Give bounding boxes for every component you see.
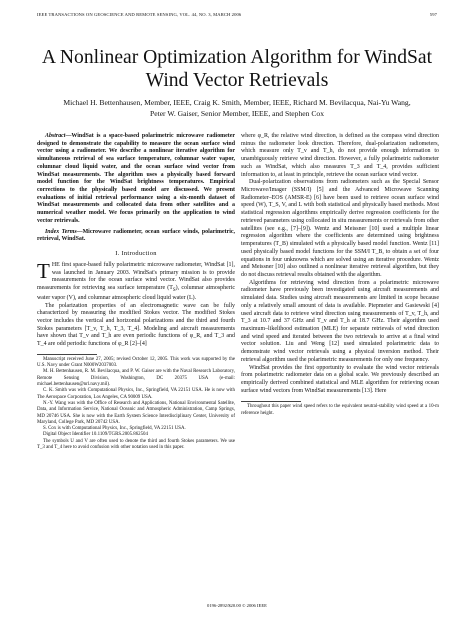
intro-paragraph-1: [37, 258, 235, 303]
authors-line-1: Michael H. Bettenhausen, Member, IEEE, Craig K. Smith, Member, IEEE, Richard M. Bevilacqua, Nai-Yu Wang,: [63, 98, 411, 107]
footnote-received: Manuscript received June 27, 2005; revised October 12, 2005. This work was supported by the U.S. Navy under Grant N000W2037003.: [37, 356, 235, 369]
running-header: [37, 12, 437, 17]
author-list: [30, 97, 444, 119]
left-column: [37, 133, 235, 451]
footnote-affiliation-2: C. K. Smith was with Computational Physics, Inc., Springfield, VA 22151 USA. He is now with The Aerospace Corporation, Los Angeles, CA 90009 USA.: [37, 388, 235, 400]
right-paragraph-4: WindSat provides the first opportunity to evaluate the wind vector retrievals from polarimetric radiometer data on a global scale. We previously described an empirically derived combined statistical and MLE algorithm for retrieving ocean surface wind vectors from WindSat measurements [13]. Here: [241, 364, 439, 394]
footnote-doi: Digital Object Identifier 10.1109/TGRS.2005.862504: [43, 432, 148, 438]
intro-paragraph-2: The polarization properties of an electromagnetic wave can be fully characterized by measuring the modified Stokes vector. The modified Stokes vector includes the vertical and horizontal polarizations and the third and fourth Stokes parameters [T_v, T_h, T_3, T_4]. Modeling and aircraft measurements have shown that T_v and T_h are even periodic functions of φ_R, and T_3 and T_4 are odd periodic functions of φ_R [2]–[4]: [37, 302, 235, 348]
abstract-text: —WindSat is a space-based polarimetric microwave radiometer designed to demonstrate the capability to measure the ocean surface wind vector using a radiometer. We describe a nonlinear iterative algorithm for simultaneous retrieval of sea surface temperature, columnar water vapor, columnar cloud liquid water, and the ocean surface wind vector from WindSat measurements. The algorithm uses a physically based forward model function for the WindSat brightness temperatures. Empirical corrections to the physically based model are discussed. We present evaluations of initial retrieval performance using a six-month dataset of WindSat measurements and collocated data from other satellites and a numerical weather model. We focus primarily on the application to wind vector retrievals.: [37, 133, 235, 224]
authors-line-2: Peter W. Gaiser, Senior Member, IEEE, and Stephen Cox: [149, 109, 324, 118]
right-column: [241, 133, 439, 417]
footnote-affiliation-3: N.-Y. Wang was with the Office of Research and Applications, National Environmental Satellite, Data, and Information Service, National Oceanic and Atmospheric Administration, Camp Springs, MD 20746 USA. She is now with the Earth System Science Interdisciplinary Center, University of Maryland, College Park, MD 20742 USA.: [37, 400, 235, 425]
footnote-rule: [37, 354, 97, 355]
abstract: [37, 133, 235, 226]
index-terms: [37, 229, 235, 244]
right-paragraph-1: where φ_R, the relative wind direction, is defined as the compass wind direction minus the radiometer look direction. Therefore, dual-polarization radiometers, which measure only T_v and T_h, do not provide enough information to unambiguously retrieve wind direction. However, a fully polarimetric radiometer such as WindSat, which also measures T_3 and T_4, provides sufficient information to, at least in principle, retrieve the ocean surface wind vector.: [241, 133, 439, 178]
paper-title: A Nonlinear Optimization Algorithm for WindSat Wind Vector Retrievals: [41, 47, 433, 91]
index-terms-lead: Index Terms: [45, 228, 77, 235]
drop-cap: T: [37, 258, 50, 283]
footnote-stokes-symbols: The symbols U and V are often used to denote the third and fourth Stokes parameters. We use T_3 and T_4 here to avoid confusion with other notation used in this paper.: [37, 438, 235, 451]
intro-p1-start: HE first space-based fully polarimetric microwave radiometer, WindSat [1], was launched in January 2003. WindSat's primary mission is to provide measurements for the ocean surface wind vector. WindSat also provides measurements for retrieving sea surface temperature (T: [37, 261, 235, 291]
right-paragraph-3: Algorithms for retrieving wind direction from a polarimetric microwave radiometer have previously been investigated using aircraft measurements and simulated data. Studies using aircraft measurements are limited in scope because only a relatively small amount of data is available. Piepmeier and Gasiewski [4] used aircraft data to retrieve wind direction using measurements of T_v, T_h, and T_3 at 10.7 and 37 GHz and T_v and T_h at 18.7 GHz. Their algorithm used maximum–likelihood estimation (MLE) for separate retrievals of wind direction and wind speed and iterated between the two retrievals to arrive at a final wind vector solution. Liu and Weng [12] used simulated polarimetric data to demonstrate wind vector retrievals using a physical inversion method. Their retrieval algorithm used the polarimetric measurements for only one frequency.: [241, 279, 439, 363]
intro-p1-subscript: S: [172, 288, 176, 294]
abstract-lead: Abstract: [45, 133, 66, 139]
index-terms-text: —Microwave radiometer, ocean surface winds, polarimetric, retrieval, WindSat.: [37, 228, 235, 243]
section-heading-introduction: I. Introduction: [115, 250, 157, 258]
footnote-rule: [241, 401, 301, 402]
intro-p1-rest: ), columnar atmospheric water vapor (V), and columnar atmospheric cloud liquid water (L).: [37, 284, 235, 301]
right-paragraph-2: Dual-polarization observations from radiometers such as the Special Sensor Microwave/Imager (SSM/I) [5] and the Advanced Microwave Scanning Radiometer–EOS (AMSR-E) [6] have been used to retrieve ocean surface wind speed (W), T_S, V, and L with both statistical and physically based methods. Most statistical regression algorithms empirically derive regression coefficients for the retrieved parameters using collocated in situ measurements or retrievals from other satellites (see e.g., [7]–[9]). Wentz and Meissner [10] used a multiple linear regression algorithm where the coefficients are determined using brightness temperatures (T_B) simulated with a physically based model function. Wentz [11] used physically based model functions for the SSM/I T_B, to obtain a set of four equations in four unknowns which are solved using an iterative procedure. Wentz and Meissner [10] also outlined a nonlinear iterative retrieval algorithm, but they do not discuss retrieval results obtained with the algorithm.: [241, 179, 439, 278]
copyright-code: 0196-2892/$20.00 © 2006 IEEE: [207, 603, 267, 608]
journal-header: IEEE TRANSACTIONS ON GEOSCIENCE AND REMOTE SENSING, VOL. 44, NO. 3, MARCH 2006: [37, 12, 242, 17]
footnote-affiliation-1: M. H. Bettenhausen, R. M. Bevilacqua, and P. W. Gaiser are with the Naval Research Laboratory, Remote Sensing Division, Washington, DC 20375 USA (e-mail: michael.bettenhausen@nrl.navy.mil).: [37, 369, 235, 388]
page-number: 597: [429, 12, 437, 17]
footnote-wind-speed: Throughout this paper wind speed refers to the equivalent neutral-stability wind speed at a 10-m reference height.: [241, 404, 439, 416]
footnote-affiliation-4: S. Cox is with Computational Physics, Inc., Springfield, VA 22151 USA.: [43, 426, 186, 432]
